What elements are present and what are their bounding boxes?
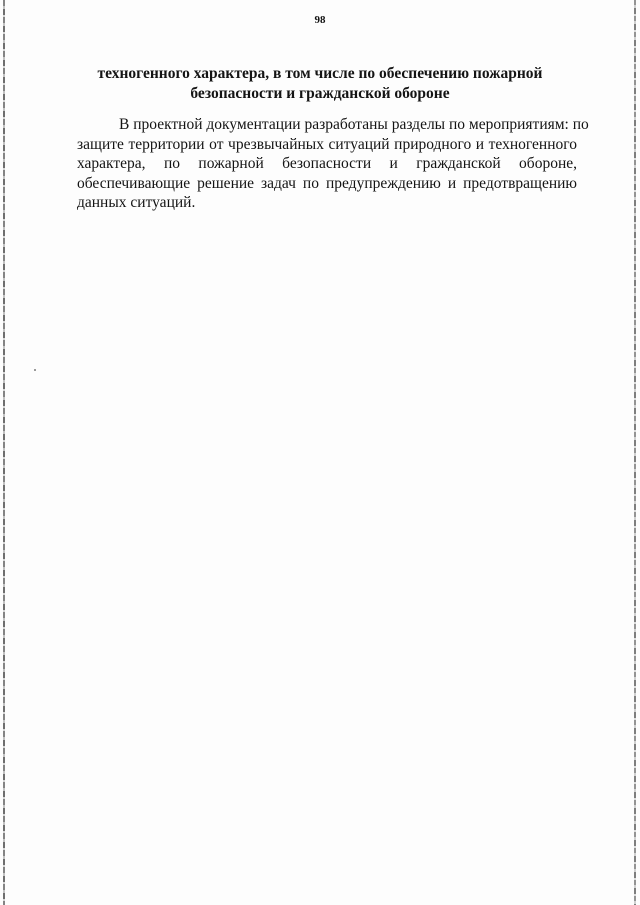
body-paragraph [77,115,589,213]
section-heading [80,64,560,104]
scan-speck [34,369,36,371]
body-line-4: обеспечивающие решение задач по предупреждению и предотвращению [77,174,577,192]
body-line-1: В проектной документации разработаны разделы по мероприятиям: по [119,116,589,133]
section-heading-line-2: безопасности и гражданской обороне [190,85,450,102]
body-line-5: данных ситуаций. [77,194,196,211]
body-line-3: характера, по пожарной безопасности и гражданской обороне, [77,155,577,172]
scan-edge-left [3,0,5,905]
body-line-2: защите территории от чрезвычайных ситуаций природного и техногенного [77,135,577,153]
scan-edge-right [634,0,636,905]
page-number: 98 [314,14,326,26]
section-heading-line-1: техногенного характера, в том числе по обеспечению пожарной [97,65,543,82]
